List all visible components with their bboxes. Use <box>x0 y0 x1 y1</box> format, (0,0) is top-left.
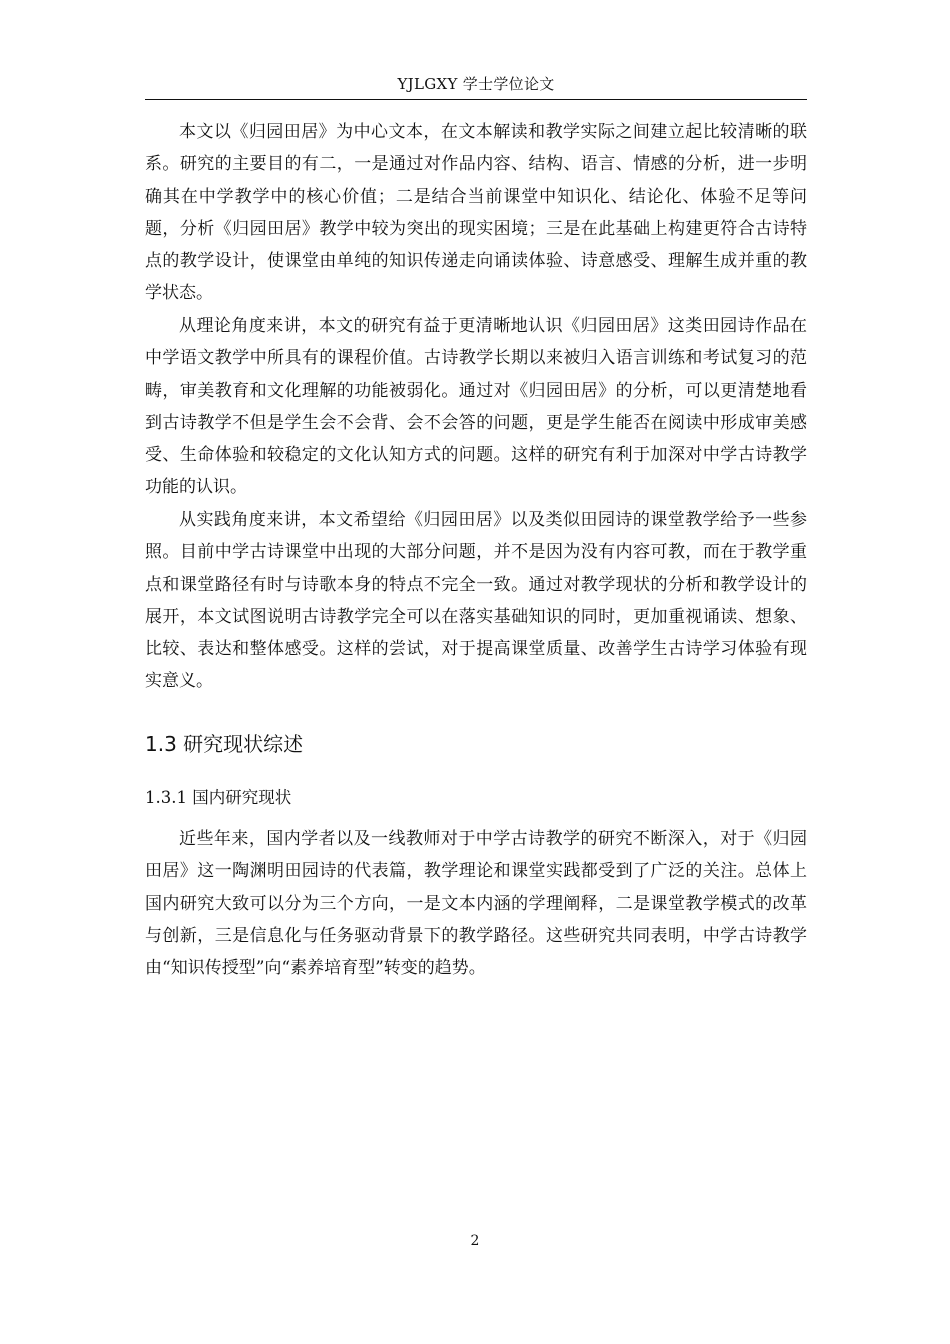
paragraph-theoretical-significance: 从理论角度来讲，本文的研究有益于更清晰地认识《归园田居》这类田园诗作品在中学语文教学中所具有的课程价值。古诗教学长期以来被归入语言训练和考试复习的范畴，审美教育和文化理解的功能被弱化。通过对《归园田居》的分析，可以更清楚地看到古诗教学不但是学生会不会背、会不会答的问题，更是学生能否在阅读中形成审美感受、生命体验和较稳定的文化认知方式的问题。这样的研究有利于加深对中学古诗教学功能的认识。 <box>145 316 807 498</box>
running-header: YJLGXY 学士学位论文 <box>397 75 555 93</box>
paragraph-research-purpose: 本文以《归园田居》为中心文本，在文本解读和教学实际之间建立起比较清晰的联系。研究的主要目的有二，一是通过对作品内容、结构、语言、情感的分析，进一步明确其在中学教学中的核心价值；二是结合当前课堂中知识化、结论化、体验不足等问题，分析《归园田居》教学中较为突出的现实困境；三是在此基础上构建更符合古诗特点的教学设计，使课堂由单纯的知识传递走向诵读体验、诗意感受、理解生成并重的教学状态。 <box>145 122 807 304</box>
header-rule <box>145 99 807 100</box>
page-number: 2 <box>470 1233 480 1249</box>
paragraph-practical-significance: 从实践角度来讲，本文希望给《归园田居》以及类似田园诗的课堂教学给予一些参照。目前中学古诗课堂中出现的大部分问题，并不是因为没有内容可教，而在于教学重点和课堂路径有时与诗歌本身的特点不完全一致。通过对教学现状的分析和教学设计的展开，本文试图说明古诗教学完全可以在落实基础知识的同时，更加重视诵读、想象、比较、表达和整体感受。这样的尝试，对于提高课堂质量、改善学生古诗学习体验有现实意义。 <box>145 510 807 692</box>
section-heading: 1.3 研究现状综述 <box>145 732 304 756</box>
paragraph-domestic-research: 近些年来，国内学者以及一线教师对于中学古诗教学的研究不断深入，对于《归园田居》这一陶渊明田园诗的代表篇，教学理论和课堂实践都受到了广泛的关注。总体上国内研究大致可以分为三个方向，一是文本内涵的学理阐释，二是课堂教学模式的改革与创新，三是信息化与任务驱动背景下的教学路径。这些研究共同表明，中学古诗教学由“知识传授型”向“素养培育型”转变的趋势。 <box>145 829 807 979</box>
subsection-heading: 1.3.1 国内研究现状 <box>145 788 292 807</box>
